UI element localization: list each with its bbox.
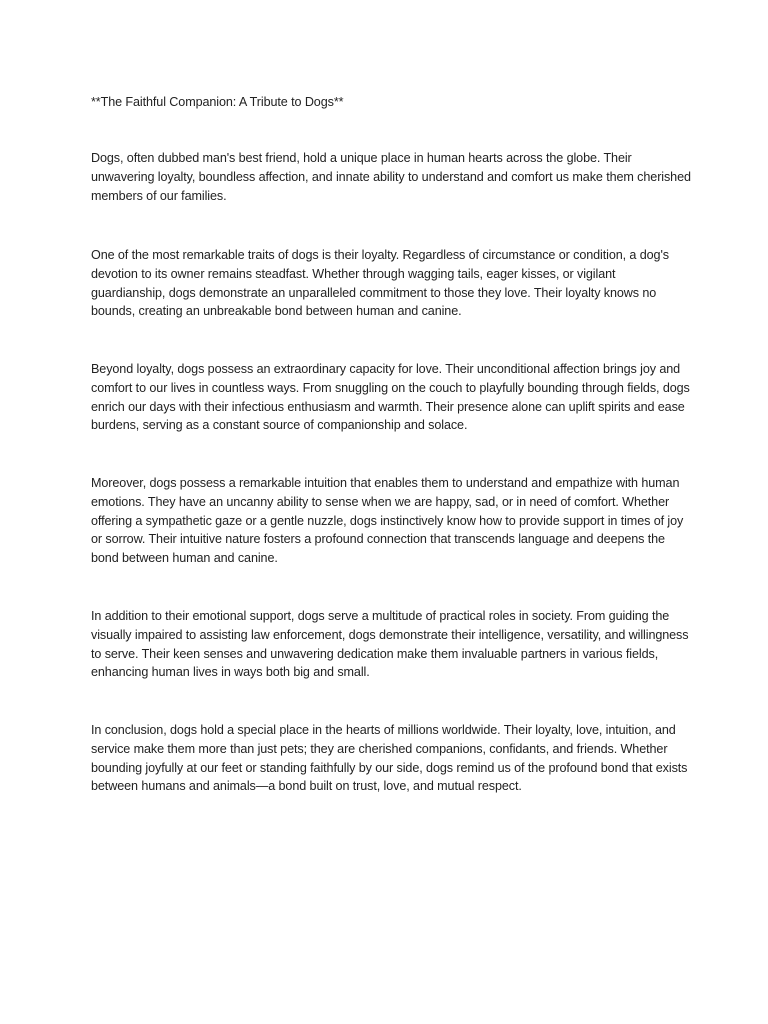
paragraph-love: Beyond loyalty, dogs possess an extraordinary capacity for love. Their unconditional affection brings joy and comfort to our lives in countless ways. From snuggling on the couch to playfully bounding through fields, dogs enrich our days with their infectious enthusiasm and warmth. Their presence alone can uplift spirits and ease burdens, serving as a constant source of companionship and solace. xyxy=(91,362,690,433)
paragraph-conclusion: In conclusion, dogs hold a special place in the hearts of millions worldwide. Their loyalty, love, intuition, and service make them more than just pets; they are cherished companions, confidants, and friends. Whether bounding joyfully at our feet or standing faithfully by our side, dogs remind us of the profound bond that exists between humans and animals—a bond built on trust, love, and mutual respect. xyxy=(91,723,688,794)
paragraph-intro: Dogs, often dubbed man's best friend, hold a unique place in human hearts across the globe. Their unwavering loyalty, boundless affection, and innate ability to understand and comfort us make them cherished members of our families. xyxy=(91,151,691,203)
paragraph-intuition: Moreover, dogs possess a remarkable intuition that enables them to understand and empathize with human emotions. They have an uncanny ability to sense when we are happy, sad, or in need of comfort. Whether offering a sympathetic gaze or a gentle nuzzle, dogs instinctively know how to provide support in times of joy or sorrow. Their intuitive nature fosters a profound connection that transcends language and deepens the bond between human and canine. xyxy=(91,476,684,566)
paragraph-loyalty: One of the most remarkable traits of dogs is their loyalty. Regardless of circumstance or condition, a dog's devotion to its owner remains steadfast. Whether through wagging tails, eager kisses, or vigilant guardianship, dogs demonstrate an unparalleled commitment to those they love. Their loyalty knows no bounds, creating an unbreakable bond between human and canine. xyxy=(91,248,669,319)
paragraph-service: In addition to their emotional support, dogs serve a multitude of practical roles in society. From guiding the visually impaired to assisting law enforcement, dogs demonstrate their intelligence, versatility, and willingness to serve. Their keen senses and unwavering dedication make them invaluable partners in various fields, enhancing human lives in ways both big and small. xyxy=(91,609,689,680)
document-title: **The Faithful Companion: A Tribute to Dogs** xyxy=(91,95,344,109)
